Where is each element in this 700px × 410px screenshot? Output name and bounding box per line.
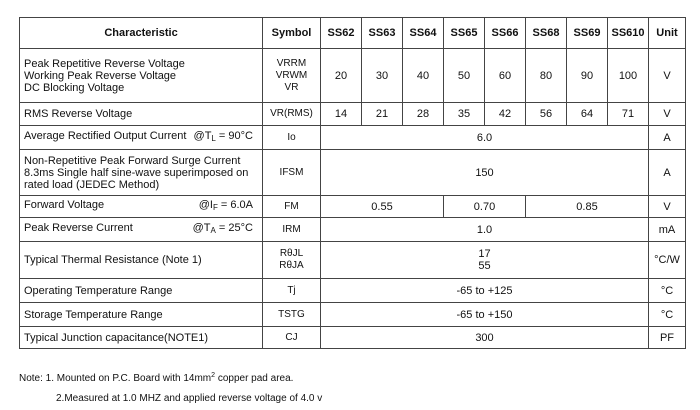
condition <box>199 199 259 214</box>
value-cell: 30 <box>362 49 403 103</box>
value-cell: 20 <box>321 49 362 103</box>
op-temp-row <box>20 279 686 303</box>
note-2: 2.Measured at 1.0 MHZ and applied reverse voltage of 4.0 v <box>56 393 323 404</box>
reverse-current-row <box>20 218 686 242</box>
condition-text: = 6.0A <box>217 199 253 211</box>
unit-cell: A <box>649 126 686 150</box>
symbol-line: VRRM <box>276 57 307 69</box>
capacitance-symbol: CJ <box>263 327 321 349</box>
symbol-line: RθJA <box>279 260 304 271</box>
label-text: Average Rectified Output Current <box>24 130 187 142</box>
peak-voltage-label <box>20 49 263 103</box>
forward-voltage-symbol: FM <box>263 196 321 218</box>
reverse-current-label <box>20 218 263 242</box>
note-text: copper pad area. <box>215 373 294 384</box>
header-part: SS69 <box>567 18 608 49</box>
condition-text: @T <box>192 222 211 234</box>
value-cell: 0.55 <box>321 196 444 218</box>
value-cell: 300 <box>321 327 649 349</box>
header-part: SS68 <box>526 18 567 49</box>
value-cell: 80 <box>526 49 567 103</box>
header-part: SS64 <box>403 18 444 49</box>
value-cell: 35 <box>444 103 485 126</box>
condition-subscript: A <box>210 226 216 235</box>
condition-subscript: L <box>211 134 216 143</box>
peak-voltage-row <box>20 49 686 103</box>
value-cell: 150 <box>321 150 649 196</box>
value-cell: 71 <box>608 103 649 126</box>
surge-symbol: IFSM <box>263 150 321 196</box>
symbol-line: VRWM <box>275 69 308 81</box>
value-cell: 14 <box>321 103 362 126</box>
rms-row <box>20 103 686 126</box>
header-symbol: Symbol <box>263 18 321 49</box>
value-cell: 40 <box>403 49 444 103</box>
value-cell: 0.70 <box>444 196 526 218</box>
value-cell: 60 <box>485 49 526 103</box>
avg-current-symbol: Io <box>263 126 321 150</box>
surge-row <box>20 150 686 196</box>
avg-current-label <box>20 126 263 150</box>
unit-cell: A <box>649 150 686 196</box>
capacitance-label: Typical Junction capacitance(NOTE1) <box>20 327 263 349</box>
unit-cell: °C <box>649 303 686 327</box>
value-cell: 90 <box>567 49 608 103</box>
header-row <box>20 18 686 49</box>
rms-symbol: VR(RMS) <box>263 103 321 126</box>
header-part: SS62 <box>321 18 362 49</box>
unit-cell: PF <box>649 327 686 349</box>
condition <box>193 222 259 237</box>
note-1 <box>19 366 322 389</box>
note-text: Note: 1. Mounted on P.C. Board with 14mm <box>19 373 212 384</box>
unit-cell: V <box>649 49 686 103</box>
value-cell: -65 to +150 <box>321 303 649 327</box>
header-characteristic: Characteristic <box>20 18 263 49</box>
value-cell: 100 <box>608 49 649 103</box>
header-part: SS66 <box>485 18 526 49</box>
unit-cell: V <box>649 103 686 126</box>
symbol-line: VR <box>284 81 299 93</box>
thermal-symbol <box>263 242 321 279</box>
thermal-row <box>20 242 686 279</box>
condition-text: = 90°C <box>215 130 253 142</box>
rms-label: RMS Reverse Voltage <box>20 103 263 126</box>
label-line: rated load (JEDEC Method) <box>24 178 160 191</box>
symbol-line: RθJL <box>279 248 304 259</box>
label-text: Peak Reverse Current <box>24 222 133 234</box>
value-cell: 0.85 <box>526 196 649 218</box>
note-superscript: 2 <box>211 372 216 379</box>
avg-current-row <box>20 126 686 150</box>
condition-text: @I <box>198 199 213 211</box>
label-line: Non-Repetitive Peak Forward Surge Current <box>24 154 241 167</box>
peak-voltage-symbol <box>263 49 321 103</box>
storage-temp-row <box>20 303 686 327</box>
surge-label <box>20 150 263 196</box>
condition-text: = 25°C <box>215 222 253 234</box>
unit-cell: V <box>649 196 686 218</box>
op-temp-label: Operating Temperature Range <box>20 279 263 303</box>
label-line: 8.3ms Single half sine-wave superimposed on <box>24 166 249 179</box>
label-line: Working Peak Reverse Voltage <box>24 69 177 82</box>
unit-cell: °C/W <box>649 242 686 279</box>
condition <box>194 130 259 145</box>
reverse-current-symbol: IRM <box>263 218 321 242</box>
forward-voltage-row <box>20 196 686 218</box>
label-line: Peak Repetitive Reverse Voltage <box>24 57 185 70</box>
header-part: SS65 <box>444 18 485 49</box>
label-line: DC Blocking Voltage <box>24 81 125 94</box>
forward-voltage-label <box>20 196 263 218</box>
header-part: SS63 <box>362 18 403 49</box>
notes <box>19 366 322 409</box>
value-cell: 56 <box>526 103 567 126</box>
storage-temp-symbol: TSTG <box>263 303 321 327</box>
value-cell <box>321 242 649 279</box>
value-line: 55 <box>478 260 491 272</box>
value-line: 17 <box>478 248 491 260</box>
label-text: Forward Voltage <box>24 199 105 211</box>
thermal-label: Typical Thermal Resistance (Note 1) <box>20 242 263 279</box>
value-cell: 1.0 <box>321 218 649 242</box>
condition-text: @T <box>193 130 212 142</box>
storage-temp-label: Storage Temperature Range <box>20 303 263 327</box>
header-part: SS610 <box>608 18 649 49</box>
value-cell: 42 <box>485 103 526 126</box>
unit-cell: mA <box>649 218 686 242</box>
value-cell: -65 to +125 <box>321 279 649 303</box>
value-cell: 6.0 <box>321 126 649 150</box>
value-cell: 50 <box>444 49 485 103</box>
unit-cell: °C <box>649 279 686 303</box>
specifications-table <box>19 17 686 349</box>
capacitance-row <box>20 327 686 349</box>
condition-subscript: F <box>212 203 218 212</box>
value-cell: 64 <box>567 103 608 126</box>
value-cell: 28 <box>403 103 444 126</box>
op-temp-symbol: Tj <box>263 279 321 303</box>
value-cell: 21 <box>362 103 403 126</box>
header-unit: Unit <box>649 18 686 49</box>
